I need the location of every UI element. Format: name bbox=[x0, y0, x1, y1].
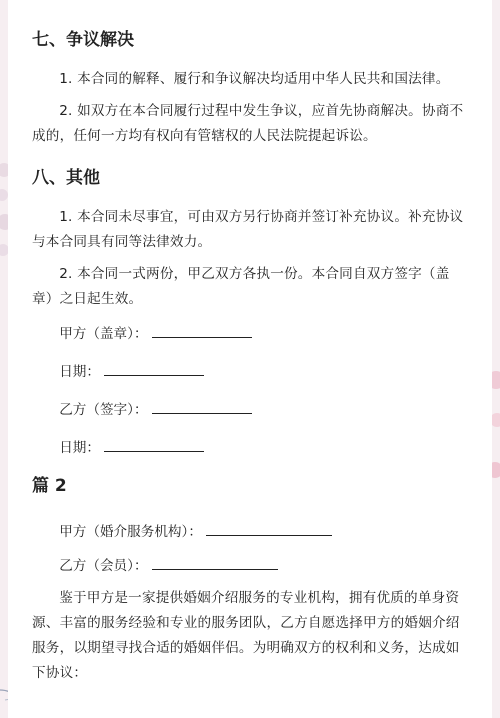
party-b-signature-label: 乙方（签字）： bbox=[59, 402, 148, 418]
agency-party-line bbox=[32, 520, 464, 544]
section-8-clause-2: 2. 本合同一式两份，甲乙双方各执一份。本合同自双方签字（盖章）之日起生效。 bbox=[32, 266, 450, 307]
party-a-date-line bbox=[32, 360, 464, 384]
part-2-heading: 篇 2 bbox=[32, 476, 67, 496]
party-b-date-line bbox=[32, 436, 464, 460]
party-a-date-blank[interactable] bbox=[104, 361, 204, 376]
section-7-clause-2: 2. 如双方在本合同履行过程中发生争议，应首先协商解决。协商不成的，任何一方均有权向有管辖权的人民法院提起诉讼。 bbox=[32, 103, 464, 144]
party-b-date-label: 日期： bbox=[59, 440, 100, 456]
section-8-clause-1: 1. 本合同未尽事宜，可由双方另行协商并签订补充协议。补充协议与本合同具有同等法律效力。 bbox=[32, 209, 464, 250]
party-a-seal-label: 甲方（盖章）： bbox=[59, 326, 148, 342]
agreement-intro: 鉴于甲方是一家提供婚姻介绍服务的专业机构，拥有优质的单身资源、丰富的服务经验和专业的服务团队，乙方自愿选择甲方的婚姻介绍服务，以期望寻找合适的婚姻伴侣。为明确双方的权利和义务，达成如下协议： bbox=[32, 590, 460, 681]
party-a-seal-blank[interactable] bbox=[152, 323, 252, 338]
member-party-blank[interactable] bbox=[152, 555, 278, 570]
section-8-heading: 八、其他 bbox=[32, 168, 100, 188]
member-party-label: 乙方（会员）： bbox=[59, 558, 148, 574]
party-a-seal-line bbox=[32, 322, 464, 346]
agency-party-label: 甲方（婚介服务机构）： bbox=[59, 524, 202, 540]
party-b-signature-line bbox=[32, 398, 464, 422]
document-page bbox=[8, 0, 492, 718]
agency-party-blank[interactable] bbox=[206, 521, 332, 536]
section-7-heading: 七、争议解决 bbox=[32, 30, 134, 50]
party-b-signature-blank[interactable] bbox=[152, 399, 252, 414]
section-7-clause-1: 1. 本合同的解释、履行和争议解决均适用中华人民共和国法律。 bbox=[59, 71, 450, 87]
member-party-line bbox=[32, 554, 464, 578]
party-a-date-label: 日期： bbox=[59, 364, 100, 380]
party-b-date-blank[interactable] bbox=[104, 437, 204, 452]
